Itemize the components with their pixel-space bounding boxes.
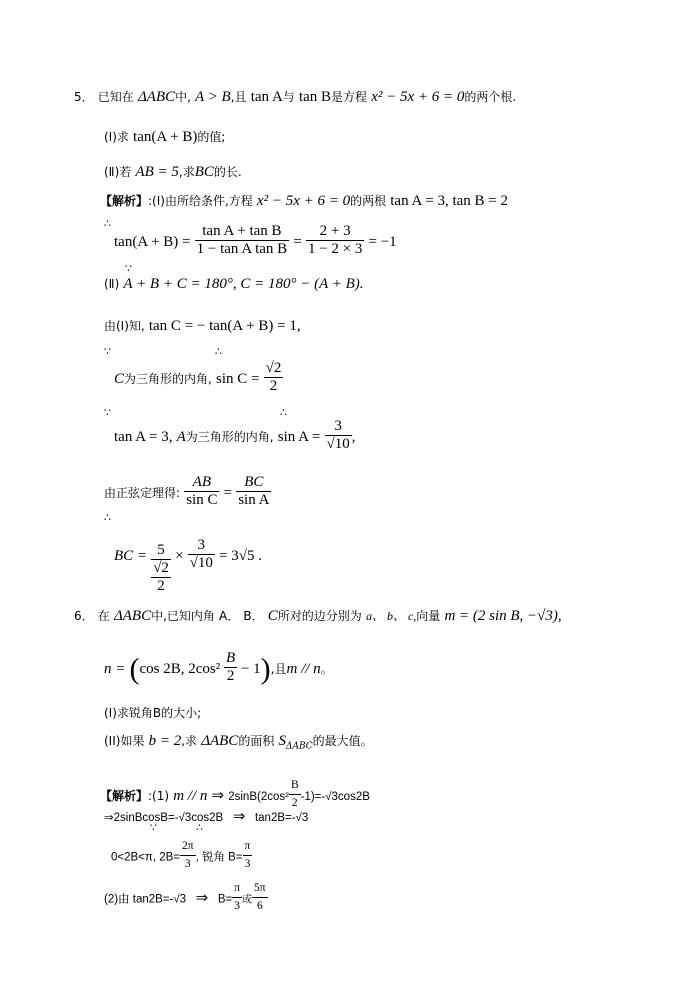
- fraction: $\frac{B}{2}$: [290, 779, 299, 809]
- problem-6-statement: 6． 在 ΔABC中,已知内角 A． B． C所对的边分别为 a、 b、 c,向量 m = (2 sin B, −√3),: [74, 608, 562, 624]
- question-1: (I)求锐角B的大小;: [104, 706, 202, 720]
- therefore-symbol: ∴: [104, 511, 111, 524]
- fraction: $\frac{\text{tan A + tan B}}{\text{1 − tan A tan B}}$: [196, 223, 288, 257]
- fraction: $\frac{2\pi}{3}$: [182, 840, 194, 870]
- fraction: $\frac{5\pi}{6}$: [254, 882, 266, 912]
- question-2: (Ⅱ)若 AB = 5,求BC的长.: [104, 164, 242, 180]
- question-1: (Ⅰ)求 tan(A + B)的值;: [104, 129, 226, 145]
- fraction: $\frac{B}{2}$: [226, 650, 236, 684]
- problem-number: 6．: [74, 609, 94, 623]
- therefore-symbol: ∴: [104, 217, 111, 230]
- fraction: $\frac{AB}{\text{sin C}}$: [186, 474, 218, 508]
- fraction: $\frac{BC}{\text{sin A}}$: [238, 474, 270, 508]
- problem-number: 5．: [74, 90, 94, 104]
- bc-result-line: BC = 5 √2 2 × $\frac{3}{√10}$ = 3√5 .: [114, 537, 262, 594]
- sin-c-line: C为三角形的内角, sin C = $\frac{√2}{2}$: [114, 360, 282, 394]
- because-symbol: ∵: [125, 262, 132, 275]
- sin-a-line: tan A = 3, A为三角形的内角, sin A = $\frac{3}{√10}$ ,: [114, 418, 356, 452]
- part-2-line: (Ⅱ) A + B + C = 180°, C = 180° − (A + B).: [104, 276, 364, 292]
- problem-5-statement: 5． 已知在 ΔABC中, A > B,且 tan A与 tan B是方程 x² − 5x + 6 = 0的两个根.: [74, 89, 517, 105]
- fraction: $\frac{√2}{2}$: [265, 360, 282, 394]
- because-symbol: ∵: [104, 406, 111, 419]
- solution-label: 【解析】: [100, 194, 149, 208]
- vector-n-line: n = (cos 2B, 2cos² $\frac{B}{2}$ − 1),且m // n。: [104, 650, 333, 686]
- because-symbol: ∵: [150, 821, 157, 834]
- solution-line-2: ⇒2sinBcosB=-√3cos2B ⇒ tan2B=-√3: [104, 809, 309, 825]
- tan-sum-equation: tan(A + B) = $\frac{\text{tan A + tan B}}{\text{1 − tan A tan B}}$ = $\frac{2 + 3}{1 - 2 \times 3}$ = −1: [114, 223, 397, 257]
- because-symbol: ∵: [104, 345, 111, 358]
- solution-line-3: 0<2B<π, 2B= $\frac{2\pi}{3}$ , 锐角 B= $\frac{\pi}{3}$: [111, 840, 252, 875]
- fraction: $\frac{3}{√10}$: [189, 537, 213, 571]
- fraction: 5 √2 2: [153, 542, 169, 594]
- therefore-symbol: ∴: [280, 406, 287, 419]
- from-part-1-line: 由(Ⅰ)知, tan C = − tan(A + B) = 1,: [104, 318, 301, 334]
- therefore-symbol: ∴: [215, 345, 222, 358]
- fraction: $\frac{2 + 3}{1 - 2 \times 3}$: [307, 223, 363, 257]
- solution-line-1: 【解析】:(1) m // n ⇒ 2sinB(2cos² $\frac{B}{2}$ -1)=-√3cos2B: [100, 779, 370, 814]
- question-2: (II)如果 b = 2,求 ΔABC的面积 $S_{\Delta ABC}$的最大值。: [104, 733, 373, 752]
- solution-label: 【解析】: [100, 789, 149, 803]
- sine-law-line: 由正弦定理得: $\frac{AB}{\text{sin C}}$ = $\frac{BC}{\text{sin A}}$: [104, 474, 270, 508]
- therefore-symbol: ∴: [196, 821, 203, 834]
- fraction: $\frac{\pi}{3}$: [234, 882, 241, 912]
- fraction: $\frac{\pi}{3}$: [244, 840, 251, 870]
- solution-line-4: (2)由 tan2B=-√3 ⇒ B= $\frac{\pi}{3}$ 或 $\frac{5\pi}{6}$: [104, 882, 268, 917]
- solution-line-1: 【解析】:(Ⅰ)由所给条件,方程 x² − 5x + 6 = 0的两根 tan A = 3, tan B = 2: [100, 193, 509, 209]
- fraction: $\frac{3}{√10}$: [326, 418, 350, 452]
